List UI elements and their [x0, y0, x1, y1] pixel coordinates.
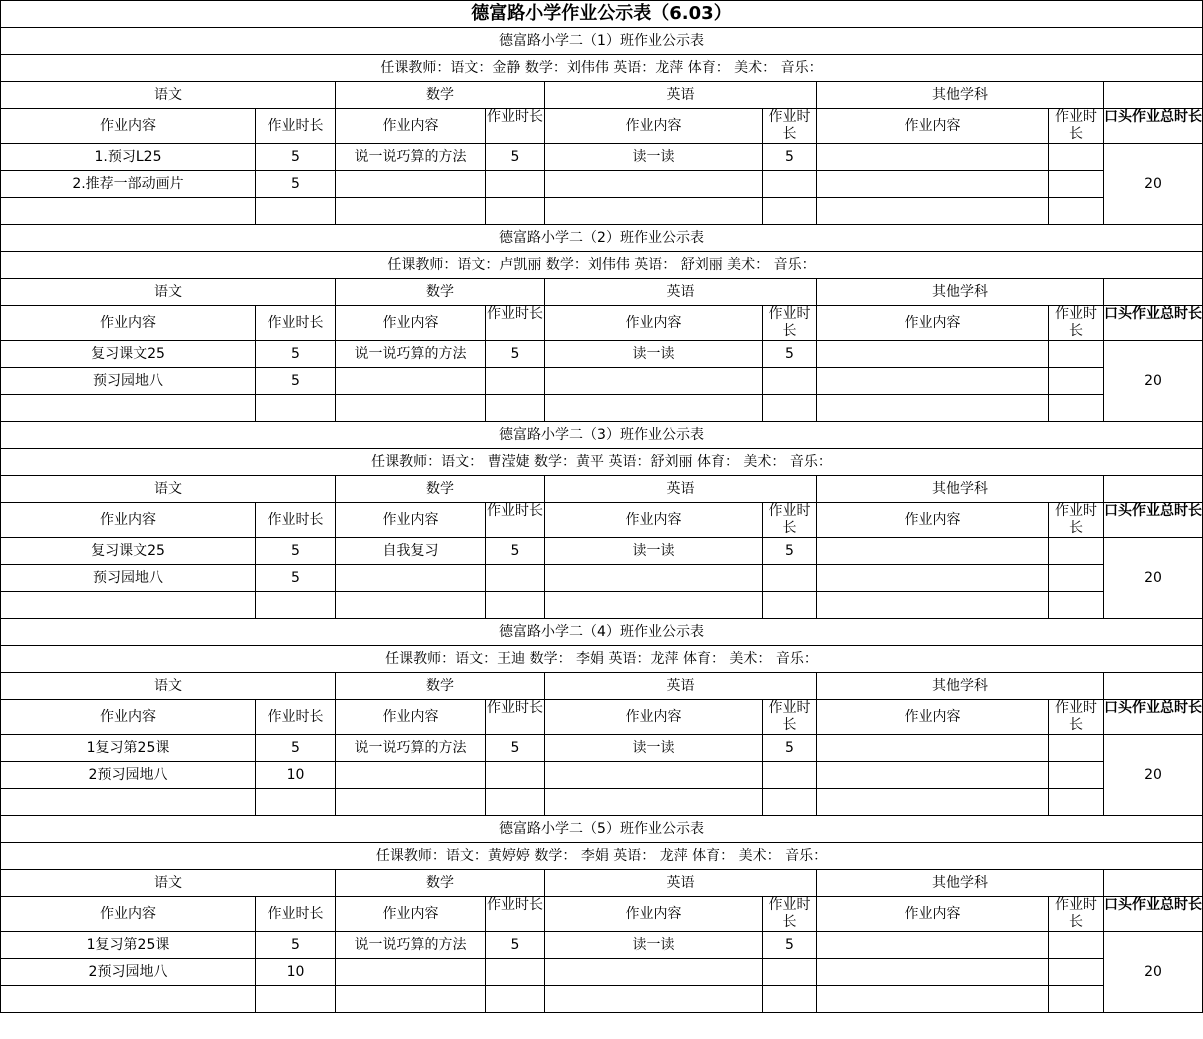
- column-header-row: [1, 109, 1203, 144]
- class-title-row: [1, 422, 1203, 449]
- chinese-duration: [256, 789, 336, 816]
- chinese-content-header: 作业内容: [1, 109, 256, 144]
- chinese-duration-header: 作业时长: [256, 700, 336, 735]
- oral-total-header: 口头作业总时长: [1104, 306, 1203, 341]
- other-duration: [1049, 986, 1104, 1013]
- oral-total-value: 20: [1104, 932, 1203, 1013]
- other-content-header: 作业内容: [817, 700, 1049, 735]
- subject-english: 英语: [545, 673, 817, 700]
- other-content-header: 作业内容: [817, 109, 1049, 144]
- math-duration-header: 作业时长: [486, 109, 545, 144]
- english-content-header: 作业内容: [545, 897, 763, 932]
- chinese-content: 复习课文25: [1, 341, 256, 368]
- other-content: [817, 735, 1049, 762]
- english-content: 读一读: [545, 144, 763, 171]
- subject-chinese: 语文: [1, 870, 336, 897]
- other-content: [817, 986, 1049, 1013]
- teachers-line: 任课教师：语文： 曹滢婕 数学：黄平 英语：舒刘丽 体育： 美术： 音乐：: [1, 449, 1203, 476]
- english-duration: [763, 789, 817, 816]
- oral-total-value: 20: [1104, 538, 1203, 619]
- chinese-content: 1复习第25课: [1, 932, 256, 959]
- english-duration: [763, 198, 817, 225]
- other-content: [817, 565, 1049, 592]
- teachers-line: 任课教师：语文：金静 数学：刘伟伟 英语：龙萍 体育： 美术： 音乐：: [1, 55, 1203, 82]
- math-content: [336, 368, 486, 395]
- math-duration: [486, 565, 545, 592]
- column-header-row: [1, 700, 1203, 735]
- math-duration: 5: [486, 538, 545, 565]
- oral-total-value: 20: [1104, 735, 1203, 816]
- math-content: 说一说巧算的方法: [336, 735, 486, 762]
- subject-header-row: [1, 279, 1203, 306]
- chinese-duration: 5: [256, 144, 336, 171]
- math-duration: 5: [486, 932, 545, 959]
- english-duration: [763, 395, 817, 422]
- english-content: [545, 592, 763, 619]
- subject-other: 其他学科: [817, 870, 1104, 897]
- teachers-row: [1, 252, 1203, 279]
- chinese-duration: 5: [256, 565, 336, 592]
- other-content: [817, 592, 1049, 619]
- other-content: [817, 368, 1049, 395]
- chinese-duration: 5: [256, 368, 336, 395]
- other-content-header: 作业内容: [817, 897, 1049, 932]
- math-content: [336, 198, 486, 225]
- other-duration-header: 作业时长: [1049, 109, 1104, 144]
- teachers-line: 任课教师：语文：王迪 数学： 李娟 英语：龙萍 体育： 美术： 音乐：: [1, 646, 1203, 673]
- chinese-content: [1, 198, 256, 225]
- chinese-content: 1.预习L25: [1, 144, 256, 171]
- other-content: [817, 198, 1049, 225]
- chinese-duration: 5: [256, 538, 336, 565]
- english-duration-header: 作业时长: [763, 700, 817, 735]
- class-title: 德富路小学二（1）班作业公示表: [1, 28, 1203, 55]
- english-duration: [763, 959, 817, 986]
- homework-row: [1, 789, 1203, 816]
- english-duration: 5: [763, 735, 817, 762]
- english-duration: [763, 592, 817, 619]
- math-content-header: 作业内容: [336, 306, 486, 341]
- english-content: [545, 762, 763, 789]
- subject-header-row: [1, 82, 1203, 109]
- teachers-row: [1, 646, 1203, 673]
- math-duration: [486, 592, 545, 619]
- sheet-title: 德富路小学作业公示表（6.03）: [1, 1, 1203, 28]
- homework-row: [1, 341, 1203, 368]
- other-content: [817, 538, 1049, 565]
- class-title-row: [1, 28, 1203, 55]
- math-content: [336, 565, 486, 592]
- class-title: 德富路小学二（4）班作业公示表: [1, 619, 1203, 646]
- other-duration: [1049, 762, 1104, 789]
- subject-math: 数学: [336, 476, 545, 503]
- other-content: [817, 395, 1049, 422]
- math-duration: 5: [486, 735, 545, 762]
- chinese-content: [1, 986, 256, 1013]
- english-content: [545, 986, 763, 1013]
- chinese-duration-header: 作业时长: [256, 109, 336, 144]
- math-content: [336, 959, 486, 986]
- blank-cell: [1104, 476, 1203, 503]
- homework-row: [1, 959, 1203, 986]
- chinese-duration: [256, 986, 336, 1013]
- subject-other: 其他学科: [817, 673, 1104, 700]
- math-content: [336, 986, 486, 1013]
- math-duration: [486, 395, 545, 422]
- homework-row: [1, 592, 1203, 619]
- english-duration: [763, 368, 817, 395]
- subject-header-row: [1, 673, 1203, 700]
- math-duration: [486, 368, 545, 395]
- math-content: [336, 171, 486, 198]
- chinese-content-header: 作业内容: [1, 503, 256, 538]
- homework-row: [1, 932, 1203, 959]
- homework-row: [1, 144, 1203, 171]
- chinese-duration: 5: [256, 171, 336, 198]
- chinese-content: 2.推荐一部动画片: [1, 171, 256, 198]
- english-duration: [763, 565, 817, 592]
- math-duration-header: 作业时长: [486, 306, 545, 341]
- math-duration: [486, 959, 545, 986]
- math-duration-header: 作业时长: [486, 503, 545, 538]
- math-duration-header: 作业时长: [486, 700, 545, 735]
- english-duration: 5: [763, 538, 817, 565]
- blank-cell: [1104, 673, 1203, 700]
- chinese-duration: [256, 592, 336, 619]
- other-content: [817, 959, 1049, 986]
- english-duration: [763, 171, 817, 198]
- chinese-duration-header: 作业时长: [256, 306, 336, 341]
- math-content: 说一说巧算的方法: [336, 932, 486, 959]
- teachers-line: 任课教师：语文：卢凯丽 数学：刘伟伟 英语： 舒刘丽 美术： 音乐：: [1, 252, 1203, 279]
- chinese-content: 2预习园地八: [1, 762, 256, 789]
- chinese-duration-header: 作业时长: [256, 503, 336, 538]
- homework-row: [1, 198, 1203, 225]
- chinese-duration-header: 作业时长: [256, 897, 336, 932]
- english-duration-header: 作业时长: [763, 109, 817, 144]
- subject-chinese: 语文: [1, 82, 336, 109]
- math-content: [336, 789, 486, 816]
- english-content-header: 作业内容: [545, 503, 763, 538]
- column-header-row: [1, 503, 1203, 538]
- other-content-header: 作业内容: [817, 503, 1049, 538]
- english-duration: 5: [763, 341, 817, 368]
- subject-english: 英语: [545, 82, 817, 109]
- blank-cell: [1104, 82, 1203, 109]
- oral-total-header: 口头作业总时长: [1104, 503, 1203, 538]
- subject-math: 数学: [336, 673, 545, 700]
- math-duration: [486, 198, 545, 225]
- english-content: [545, 565, 763, 592]
- homework-row: [1, 986, 1203, 1013]
- subject-other: 其他学科: [817, 279, 1104, 306]
- other-duration: [1049, 565, 1104, 592]
- math-content: 说一说巧算的方法: [336, 341, 486, 368]
- chinese-duration: 5: [256, 932, 336, 959]
- math-content: [336, 395, 486, 422]
- math-content: 说一说巧算的方法: [336, 144, 486, 171]
- subject-math: 数学: [336, 82, 545, 109]
- math-content: 自我复习: [336, 538, 486, 565]
- other-duration: [1049, 932, 1104, 959]
- oral-total-header: 口头作业总时长: [1104, 700, 1203, 735]
- chinese-content-header: 作业内容: [1, 306, 256, 341]
- oral-total-header: 口头作业总时长: [1104, 109, 1203, 144]
- english-duration: 5: [763, 932, 817, 959]
- other-duration: [1049, 395, 1104, 422]
- teachers-row: [1, 55, 1203, 82]
- english-content: [545, 171, 763, 198]
- other-duration: [1049, 592, 1104, 619]
- teachers-line: 任课教师：语文：黄婷婷 数学： 李娟 英语： 龙萍 体育： 美术： 音乐：: [1, 843, 1203, 870]
- subject-math: 数学: [336, 279, 545, 306]
- chinese-duration: [256, 198, 336, 225]
- chinese-content-header: 作业内容: [1, 897, 256, 932]
- english-duration: [763, 986, 817, 1013]
- chinese-duration: 10: [256, 762, 336, 789]
- subject-english: 英语: [545, 476, 817, 503]
- oral-total-value: 20: [1104, 341, 1203, 422]
- math-duration: [486, 986, 545, 1013]
- other-duration-header: 作业时长: [1049, 503, 1104, 538]
- other-duration: [1049, 789, 1104, 816]
- chinese-duration: [256, 395, 336, 422]
- chinese-content-header: 作业内容: [1, 700, 256, 735]
- english-content: [545, 959, 763, 986]
- math-duration: 5: [486, 341, 545, 368]
- homework-row: [1, 565, 1203, 592]
- subject-other: 其他学科: [817, 476, 1104, 503]
- math-duration: [486, 171, 545, 198]
- blank-cell: [1104, 279, 1203, 306]
- class-title-row: [1, 816, 1203, 843]
- class-title: 德富路小学二（3）班作业公示表: [1, 422, 1203, 449]
- subject-chinese: 语文: [1, 279, 336, 306]
- english-content: 读一读: [545, 735, 763, 762]
- teachers-row: [1, 449, 1203, 476]
- other-duration: [1049, 368, 1104, 395]
- other-content: [817, 171, 1049, 198]
- math-content-header: 作业内容: [336, 503, 486, 538]
- math-content-header: 作业内容: [336, 897, 486, 932]
- other-duration: [1049, 959, 1104, 986]
- other-duration-header: 作业时长: [1049, 306, 1104, 341]
- other-content-header: 作业内容: [817, 306, 1049, 341]
- class-title-row: [1, 225, 1203, 252]
- english-content: 读一读: [545, 932, 763, 959]
- math-duration-header: 作业时长: [486, 897, 545, 932]
- column-header-row: [1, 306, 1203, 341]
- other-content: [817, 932, 1049, 959]
- math-duration: 5: [486, 144, 545, 171]
- subject-chinese: 语文: [1, 476, 336, 503]
- teachers-row: [1, 843, 1203, 870]
- english-content: 读一读: [545, 538, 763, 565]
- english-content: 读一读: [545, 341, 763, 368]
- chinese-duration: 5: [256, 735, 336, 762]
- chinese-content: 2预习园地八: [1, 959, 256, 986]
- math-content-header: 作业内容: [336, 700, 486, 735]
- english-content: [545, 198, 763, 225]
- english-content: [545, 368, 763, 395]
- other-duration: [1049, 171, 1104, 198]
- math-duration: [486, 789, 545, 816]
- math-content: [336, 762, 486, 789]
- other-content: [817, 789, 1049, 816]
- class-title: 德富路小学二（5）班作业公示表: [1, 816, 1203, 843]
- oral-total-value: 20: [1104, 144, 1203, 225]
- other-content: [817, 144, 1049, 171]
- english-duration: [763, 762, 817, 789]
- subject-math: 数学: [336, 870, 545, 897]
- class-title: 德富路小学二（2）班作业公示表: [1, 225, 1203, 252]
- chinese-content: [1, 789, 256, 816]
- other-content: [817, 762, 1049, 789]
- math-duration: [486, 762, 545, 789]
- english-duration: 5: [763, 144, 817, 171]
- subject-chinese: 语文: [1, 673, 336, 700]
- subject-header-row: [1, 476, 1203, 503]
- homework-row: [1, 395, 1203, 422]
- english-duration-header: 作业时长: [763, 897, 817, 932]
- other-duration: [1049, 341, 1104, 368]
- other-content: [817, 341, 1049, 368]
- other-duration: [1049, 735, 1104, 762]
- homework-row: [1, 762, 1203, 789]
- english-content-header: 作业内容: [545, 700, 763, 735]
- chinese-content: [1, 395, 256, 422]
- chinese-content: [1, 592, 256, 619]
- homework-row: [1, 368, 1203, 395]
- class-title-row: [1, 619, 1203, 646]
- other-duration: [1049, 538, 1104, 565]
- homework-row: [1, 538, 1203, 565]
- subject-english: 英语: [545, 279, 817, 306]
- english-content: [545, 789, 763, 816]
- english-duration-header: 作业时长: [763, 306, 817, 341]
- english-content: [545, 395, 763, 422]
- homework-row: [1, 735, 1203, 762]
- english-content-header: 作业内容: [545, 306, 763, 341]
- blank-cell: [1104, 870, 1203, 897]
- chinese-content: 预习园地八: [1, 565, 256, 592]
- subject-english: 英语: [545, 870, 817, 897]
- other-duration: [1049, 198, 1104, 225]
- homework-row: [1, 171, 1203, 198]
- chinese-content: 1复习第25课: [1, 735, 256, 762]
- chinese-content: 预习园地八: [1, 368, 256, 395]
- english-content-header: 作业内容: [545, 109, 763, 144]
- english-duration-header: 作业时长: [763, 503, 817, 538]
- subject-header-row: [1, 870, 1203, 897]
- other-duration-header: 作业时长: [1049, 700, 1104, 735]
- column-header-row: [1, 897, 1203, 932]
- chinese-duration: 5: [256, 341, 336, 368]
- math-content-header: 作业内容: [336, 109, 486, 144]
- subject-other: 其他学科: [817, 82, 1104, 109]
- oral-total-header: 口头作业总时长: [1104, 897, 1203, 932]
- chinese-content: 复习课文25: [1, 538, 256, 565]
- math-content: [336, 592, 486, 619]
- other-duration: [1049, 144, 1104, 171]
- other-duration-header: 作业时长: [1049, 897, 1104, 932]
- chinese-duration: 10: [256, 959, 336, 986]
